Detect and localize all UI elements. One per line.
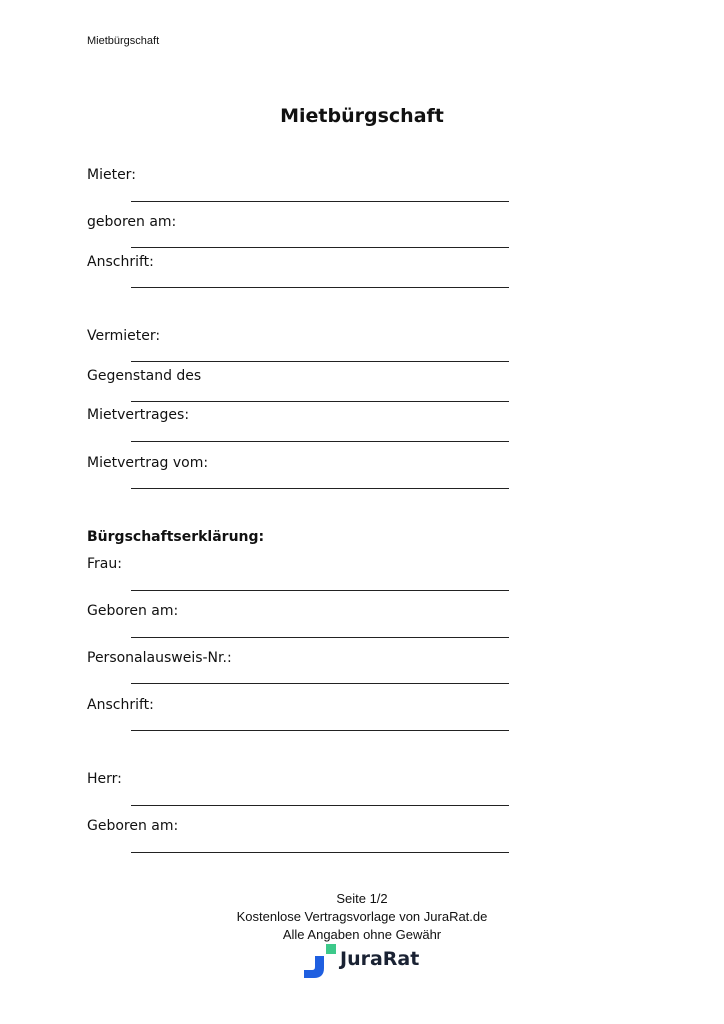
logo-text: JuraRat <box>340 948 420 970</box>
input-line-vermieter[interactable] <box>131 361 509 362</box>
field-label-herr-geboren-am: Geboren am: <box>87 818 179 834</box>
jurarat-logo-icon <box>302 942 338 982</box>
field-label-frau: Frau: <box>87 556 122 572</box>
input-line-mieter[interactable] <box>131 201 509 202</box>
field-label-frau-geboren-am: Geboren am: <box>87 603 179 619</box>
field-label-frau-anschrift: Anschrift: <box>87 697 154 713</box>
input-line-mietvertrages[interactable] <box>131 441 509 442</box>
input-line-gegenstand[interactable] <box>131 401 509 402</box>
input-line-mietvertrag-vom[interactable] <box>131 488 509 489</box>
input-line-herr[interactable] <box>131 805 509 806</box>
input-line-frau-anschrift[interactable] <box>131 730 509 731</box>
footer-disclaimer: Alle Angaben ohne Gewähr <box>282 927 442 942</box>
field-label-herr: Herr: <box>87 771 122 787</box>
field-label-vermieter: Vermieter: <box>87 328 161 344</box>
field-label-personalausweis: Personalausweis-Nr.: <box>87 650 232 666</box>
page-number: Seite 1/2 <box>336 891 388 906</box>
field-label-mietvertrages: Mietvertrages: <box>87 407 190 423</box>
field-label-geboren-am: geboren am: <box>87 214 177 230</box>
input-line-frau[interactable] <box>131 590 509 591</box>
field-label-mietvertrag-vom: Mietvertrag vom: <box>87 455 209 471</box>
field-label-mieter: Mieter: <box>87 167 136 183</box>
input-line-personalausweis[interactable] <box>131 683 509 684</box>
input-line-frau-geboren-am[interactable] <box>131 637 509 638</box>
input-line-herr-geboren-am[interactable] <box>131 852 509 853</box>
section-heading: Bürgschaftserklärung: <box>87 529 265 545</box>
input-line-anschrift[interactable] <box>131 287 509 288</box>
field-label-gegenstand: Gegenstand des <box>87 368 202 384</box>
jurarat-logo <box>302 942 442 982</box>
footer-source: Kostenlose Vertragsvorlage von JuraRat.de <box>236 909 488 924</box>
page-header: Mietbürgschaft <box>87 35 160 47</box>
input-line-geboren-am[interactable] <box>131 247 509 248</box>
document-title: Mietbürgschaft <box>280 105 444 127</box>
field-label-anschrift: Anschrift: <box>87 254 154 270</box>
